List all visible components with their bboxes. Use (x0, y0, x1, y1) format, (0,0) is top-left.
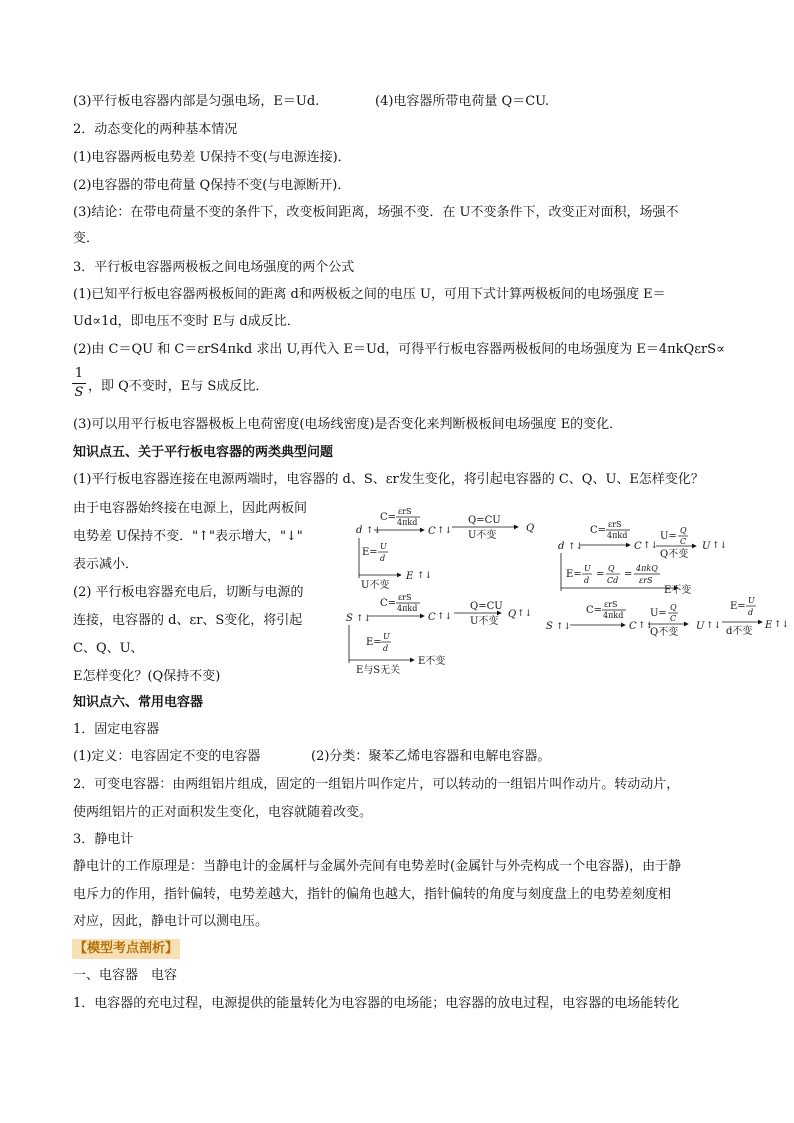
text-line-u-constant: (1)电容器两板电势差 U保持不变(与电源连接)． (73, 150, 351, 165)
svg-text:C: C (670, 614, 677, 623)
diag-c-frac-den-1: 4πkd (397, 518, 418, 527)
text-line-case-2-d: E怎样变化？(Q保持不变) (73, 669, 221, 684)
svg-text:U: U (383, 632, 390, 641)
text-line-conclusion: (3)结论：在带电荷量不变的条件下，改变板间距离，场强不变．在 U不变条件下，改变正对面积，场强不 (73, 205, 679, 220)
svg-text:Q: Q (680, 526, 687, 535)
text-line-case-1: (1)平行板电容器连接在电源两端时，电容器的 d、S、εr发生变化，将引起电容器的 C、Q、U、E怎样变化？ (73, 472, 704, 487)
text-line-electrometer-principle-b: 电斥力的作用，指针偏转，电势差越大，指针的偏角也越大，指针偏转的角度与刻度盘上的电势差刻度相 (73, 887, 672, 902)
svg-text:↑↓: ↑↓ (356, 614, 372, 624)
diag-updown-d1: ↑↓ (366, 526, 382, 536)
text-line-charging-process: 1．电容器的充电过程，电源提供的能量转化为电容器的电场能；电容器的放电过程，电容器的电场能转化 (73, 996, 680, 1011)
svg-text:4πkd: 4πkd (603, 611, 624, 620)
section-heading-field-formulas: 3．平行板电容器两极板之间电场强度的两个公式 (73, 260, 355, 275)
diag-e-formula-2: E= (366, 637, 382, 648)
text-line-case-2: (2) 平行板电容器充电后，切断与电源的 (73, 585, 304, 600)
text-line-case-1-d: 表示减小． (73, 557, 139, 572)
diag-e-formula-1: E= (362, 547, 378, 558)
svg-text:εrS: εrS (608, 520, 622, 529)
svg-text:=: = (596, 569, 605, 580)
diag-c-label-4: C (629, 621, 637, 632)
text-line-charge-density: (3)可以用平行板电容器极板上电荷密度(电场线密度)是否变化来判断极板间电场强度 E的变化． (73, 417, 623, 432)
svg-text:↑↓: ↑↓ (638, 621, 654, 631)
text-line-electrometer-principle-c: 对应，因此，静电计可以测电压。 (73, 914, 269, 929)
capacitor-variation-diagram (338, 503, 790, 678)
text-line-formula-2-cont: ，即 Q不变时，E与 S成反比． (88, 379, 269, 394)
diag-q-unchanged-1: Q不变 (660, 549, 689, 560)
text-line-case-2-c: C、Q、U、 (73, 641, 144, 656)
fraction-denominator: S (74, 385, 84, 400)
text-line-q-constant: (2)电容器的带电荷量 Q保持不变(与电源断开)． (73, 178, 351, 193)
diag-e-formula-3: E= (730, 601, 746, 612)
diag-u-unchanged-3: U不变 (470, 616, 499, 627)
text-line-case-1-c: 电势差 U保持不变．"↑"表示增大，"↓" (73, 529, 303, 544)
svg-text:↑↓: ↑↓ (437, 526, 453, 536)
diag-u-unchanged-1: U不变 (468, 530, 497, 541)
diag-c-formula-4: C= (586, 605, 603, 616)
svg-text:↑↓: ↑↓ (774, 620, 790, 630)
text-line-electrometer-principle: 静电计的工作原理是：当静电计的金属杆与金属外壳间有电势差时(金属针与外壳构成一个电容器)，由于静 (73, 859, 682, 874)
section-heading-capacitance: 一、电容器 电容 (73, 968, 178, 983)
diag-q-label-1: Q (526, 523, 535, 534)
svg-text:Q: Q (608, 564, 615, 573)
diag-s-label-2: S (546, 621, 553, 632)
svg-text:εrS: εrS (639, 576, 653, 585)
section-heading-knowledge-6: 知识点六、常用电容器 (73, 695, 204, 710)
diag-e-unchanged-2: E不变 (664, 585, 692, 596)
diag-c-label-1: C (428, 526, 436, 537)
text-line-formula-2: (2)由 C＝QU 和 C＝εrS4πkd 求出 U,再代入 E＝Ud，可得平行板电容器两极板间的电场强度为 E＝4πkQεrS∝ (73, 342, 725, 357)
diag-u-label-2: U (696, 621, 705, 632)
text-line-uniform-field: (3)平行板电容器内部是匀强电场，E＝Ud. (73, 94, 320, 109)
svg-text:4πkQ: 4πkQ (636, 564, 658, 573)
text-line-electrometer: 3．静电计 (73, 832, 134, 847)
svg-text:d: d (383, 644, 389, 653)
svg-text:U: U (584, 564, 591, 573)
diag-u-formula-1: U= (660, 531, 677, 542)
svg-text:↑↓: ↑↓ (517, 609, 533, 619)
diag-e-label-1: E (406, 571, 414, 582)
svg-text:4πkd: 4πkd (397, 604, 418, 613)
text-line-case-2-b: 连接，电容器的 d、εr、S变化，将引起 (73, 613, 303, 628)
section-heading-dynamic: 2．动态变化的两种基本情况 (73, 122, 238, 137)
diag-d-label-1: d (356, 525, 363, 536)
svg-text:↑↓: ↑↓ (712, 541, 728, 551)
diag-q-formula-2: Q=CU (470, 601, 503, 612)
text-line-variable-capacitor-cont: 使两组铝片的正对面积发生变化，电容就随着改变。 (73, 805, 373, 820)
text-line-case-1-b: 由于电容器始终接在电源上，因此两板间 (73, 501, 308, 516)
model-analysis-tag: 【模型考点剖析】 (72, 939, 180, 959)
svg-text:4πkd: 4πkd (607, 531, 628, 540)
text-line-variable-capacitor: 2．可变电容器：由两组铝片组成，固定的一组铝片叫作定片，可以转动的一组铝片叫作动片。转动动片， (73, 777, 680, 792)
svg-text:↑↓: ↑↓ (706, 621, 722, 631)
svg-text:d: d (380, 554, 386, 563)
svg-text:εrS: εrS (604, 600, 618, 609)
diag-d-label-2: d (558, 541, 565, 552)
diag-c-frac-num-1: εrS (398, 507, 412, 516)
svg-text:U: U (380, 542, 387, 551)
diag-c-formula-1: C= (380, 512, 397, 523)
diag-u-formula-2: U= (650, 608, 667, 619)
diag-e-unchanged-1: E不变 (418, 656, 446, 667)
text-line-fixed-classification: (2)分类：聚苯乙烯电容器和电解电容器。 (311, 749, 551, 764)
text-line-fixed-capacitor: 1．固定电容器 (73, 722, 160, 737)
svg-text:d: d (584, 576, 590, 585)
svg-text:↑↓: ↑↓ (568, 542, 584, 552)
diag-c-formula-3: C= (590, 525, 607, 536)
svg-text:Q: Q (670, 603, 677, 612)
diag-e-chain: E= (566, 569, 582, 580)
svg-text:U: U (748, 596, 755, 605)
diag-q-formula-1: Q=CU (468, 515, 501, 526)
diag-u-unchanged-2: U不变 (361, 580, 390, 591)
diag-u-label-1: U (702, 541, 711, 552)
svg-text:εrS: εrS (398, 593, 412, 602)
svg-text:C: C (680, 537, 687, 546)
diag-c-label-2: C (428, 612, 436, 623)
svg-text:=: = (624, 569, 633, 580)
diag-q-label-2: Q (508, 609, 517, 620)
text-line-charge-formula: (4)电容器所带电荷量 Q＝CU. (375, 94, 550, 109)
diag-s-label-1: S (346, 613, 353, 624)
diag-e-label-2: E (765, 620, 773, 631)
svg-text:↑↓: ↑↓ (643, 541, 659, 551)
diag-e-unrelated-s: E与S无关 (356, 665, 401, 676)
svg-text:↑↓: ↑↓ (556, 622, 572, 632)
diag-d-unchanged: d不变 (726, 626, 753, 637)
svg-text:Cd: Cd (607, 576, 619, 585)
svg-text:↑↓: ↑↓ (437, 612, 453, 622)
section-heading-knowledge-5: 知识点五、关于平行板电容器的两类典型问题 (73, 445, 334, 460)
svg-text:↑↓: ↑↓ (417, 571, 433, 581)
text-line-formula-1-cont: Ud∝1d，即电压不变时 E与 d成反比． (73, 314, 300, 329)
fraction-numerator: 1 (74, 366, 84, 381)
svg-text:d: d (748, 608, 754, 617)
diag-c-formula-2: C= (380, 598, 397, 609)
text-line-formula-1: (1)已知平行板电容器两极板间的距离 d和两极板之间的电压 U，可用下式计算两极板间的电场强度 E＝ (73, 287, 666, 302)
diag-q-unchanged-2: Q不变 (650, 627, 679, 638)
diag-c-label-3: C (634, 541, 642, 552)
text-line-fixed-definition: (1)定义：电容固定不变的电容器 (73, 749, 261, 764)
text-line-conclusion-cont: 变． (73, 231, 100, 246)
fraction-one-over-s (72, 366, 86, 401)
